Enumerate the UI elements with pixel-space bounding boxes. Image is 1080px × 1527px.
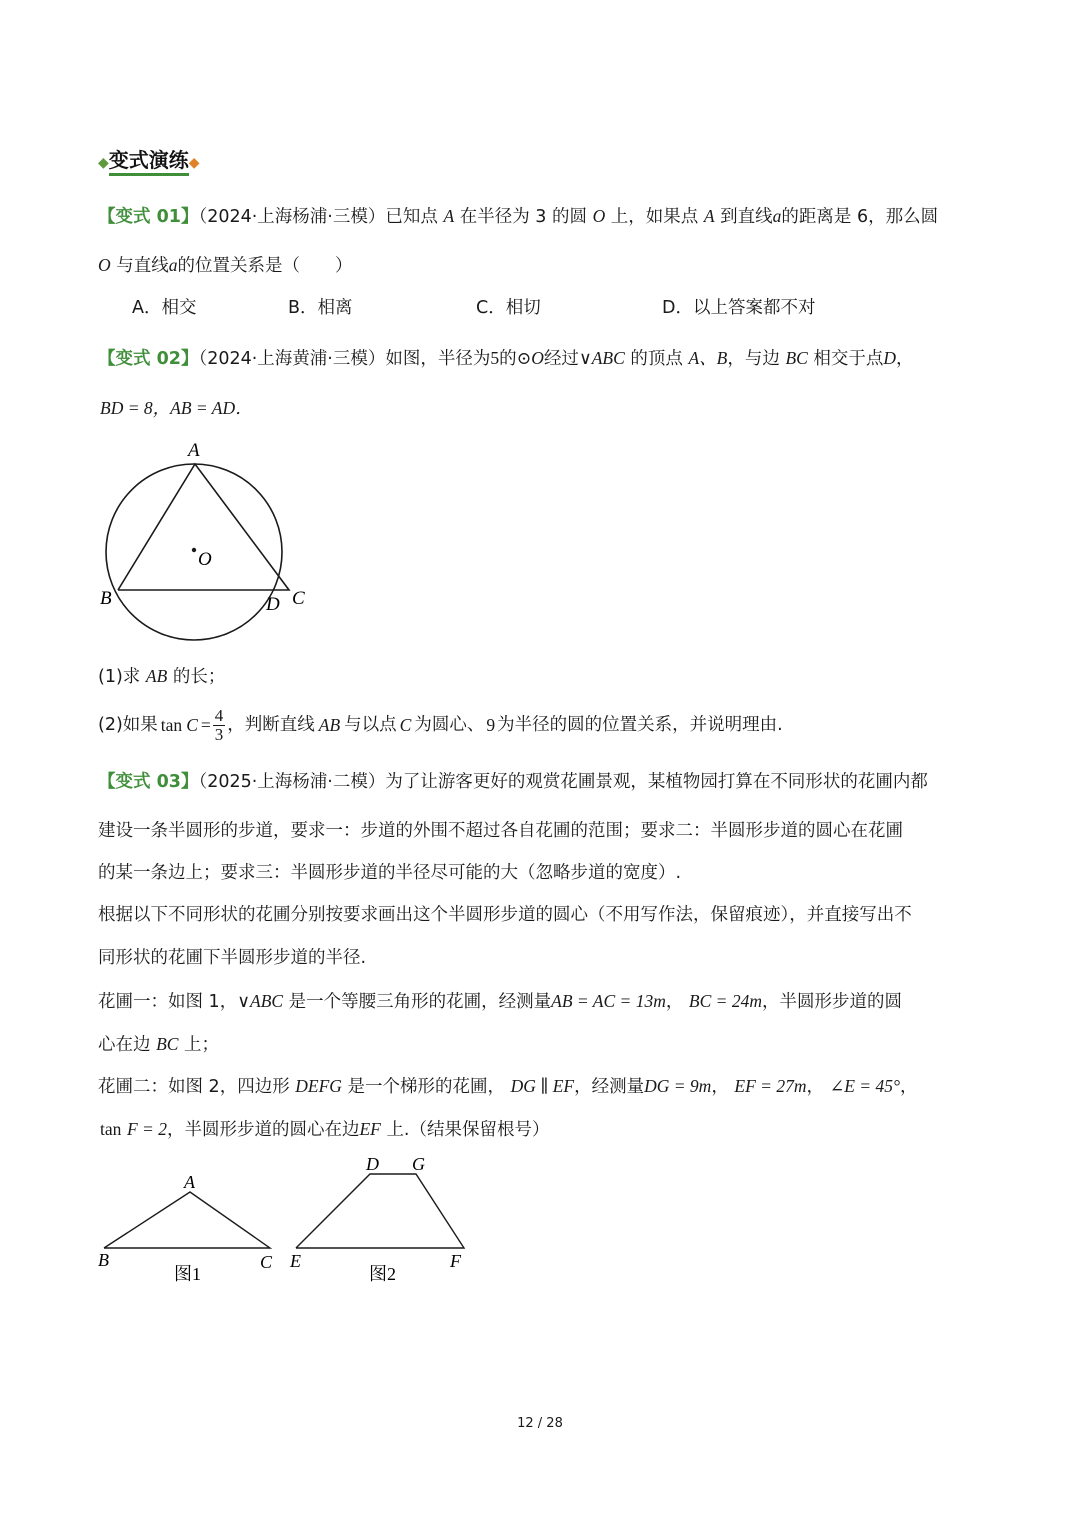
- quad-DEFG: DEFG: [295, 1076, 342, 1096]
- q3-text: 花圃二：如图 2，四边形: [98, 1077, 290, 1097]
- q3-text: ，经测量: [574, 1077, 645, 1097]
- q3-text: 上；: [184, 1035, 220, 1055]
- q2-text: 如图，半径为: [385, 349, 491, 369]
- figure2-trapezoid: [296, 1174, 464, 1248]
- measure-BC: BC = 24m: [688, 991, 762, 1011]
- segment-BC: BC: [156, 1034, 179, 1054]
- diamond-icon: ◆: [188, 155, 200, 171]
- line-a: a: [772, 206, 782, 226]
- q2-text: ，: [896, 349, 914, 369]
- triangle-ABC: ∨ABC: [578, 348, 625, 368]
- fig1-label-B: B: [98, 1250, 109, 1270]
- fig2-label-E: E: [290, 1251, 301, 1271]
- fig1-label-A: A: [184, 1172, 195, 1192]
- points-AB: A、B: [688, 348, 728, 368]
- q3-garden2-line1: [98, 1074, 917, 1099]
- q2-sub2: [98, 703, 783, 747]
- figure1-triangle: [104, 1192, 270, 1248]
- q3-text: ，: [899, 1077, 918, 1097]
- q2-sub2-text: (2)如果: [98, 715, 158, 735]
- q3-tag: 【变式 03】: [98, 772, 199, 792]
- q3-line4: 根据以下不同形状的花圃分别按要求画出这个半圆形步道的圆心（不用写作法，保留痕迹），并直接写出不: [98, 905, 912, 925]
- segment-BC: BC: [785, 348, 808, 368]
- radius-9: 9: [486, 715, 496, 735]
- q2-text: 的顶点: [630, 349, 683, 369]
- tan-symbol: tan: [100, 1119, 122, 1139]
- q1-option-c[interactable]: C．相切: [476, 298, 541, 318]
- tan-F-value: F = 2: [126, 1119, 167, 1139]
- q2-sub2-text: 为圆心、: [414, 715, 485, 735]
- point-A: A: [703, 206, 715, 226]
- point-O: O: [98, 255, 111, 275]
- q2-text: 的: [499, 349, 517, 369]
- q2-line2: BD = 8，AB = AD．: [100, 398, 253, 418]
- q3-text: ，: [665, 992, 684, 1012]
- q1-line1: [98, 204, 938, 229]
- q1-line2: [98, 253, 352, 278]
- page-number: 12 / 28: [517, 1416, 563, 1431]
- q2-sub1-text: (1)求: [98, 667, 141, 687]
- q1-text: 上，如果点: [610, 207, 699, 227]
- q3-source: （2025·上海杨浦·二模）: [198, 772, 386, 792]
- label-D: D: [266, 594, 280, 615]
- q2-source: （2024·上海黄浦·三模）: [198, 349, 386, 369]
- line-a: a: [168, 255, 178, 275]
- frac-denominator: 3: [214, 724, 224, 744]
- measure-AB-AC: AB = AC = 13m: [551, 991, 666, 1011]
- point-C: C: [399, 715, 412, 735]
- garden-figures: [94, 1150, 484, 1290]
- measure-EF: EF = 27m: [734, 1076, 807, 1096]
- q3-garden1-line2: [98, 1032, 219, 1057]
- q3-text: 是一个梯形的花圃，: [347, 1077, 506, 1097]
- q1-text: 的距离是 6，那么圆: [781, 207, 939, 227]
- q2-text: 经过: [543, 349, 579, 369]
- q2-text: ，与边: [727, 349, 780, 369]
- label-B: B: [100, 588, 112, 609]
- q1-option-a[interactable]: A．相交: [132, 298, 197, 318]
- fig1-caption: 图1: [174, 1264, 201, 1284]
- q1-option-d[interactable]: D．以上答案都不对: [662, 298, 816, 318]
- label-A: A: [188, 440, 200, 461]
- q3-text: 花圃一：如图 1，: [98, 992, 238, 1012]
- q3-text: ，半圆形步道的圆: [761, 992, 902, 1012]
- q1-tag: 【变式 01】: [98, 207, 199, 227]
- q2-sub1: [98, 664, 225, 689]
- fig2-caption: 图2: [369, 1264, 396, 1284]
- segment-AB: AB: [145, 666, 168, 686]
- section-heading: [98, 148, 200, 172]
- angle-C: C: [186, 715, 198, 735]
- q1-text: 到直线: [720, 207, 773, 227]
- frac-numerator: 4: [214, 705, 224, 725]
- q2-sub2-text: 与以点: [344, 715, 397, 735]
- triangle-ABC-shape: [118, 464, 289, 590]
- segment-AB: AB: [318, 715, 341, 735]
- q3-text: 是一个等腰三角形的花圃，经测量: [288, 992, 552, 1012]
- circle-triangle-figure: [96, 436, 316, 646]
- q2-sub2-text: ，判断直线: [227, 715, 315, 735]
- section-title: 变式演练: [109, 148, 189, 176]
- q1-text: 与直线: [116, 256, 169, 276]
- q3-text: 为了让游客更好的观赏花圃景观，某植物园打算在不同形状的花圃内都: [385, 772, 928, 792]
- q3-line1: [98, 770, 928, 794]
- label-C: C: [292, 588, 305, 609]
- fig2-label-G: G: [412, 1154, 425, 1174]
- q2-sub1-text: 的长；: [172, 667, 226, 687]
- segment-EF: EF: [359, 1119, 381, 1139]
- q3-garden2-line2: [100, 1117, 550, 1142]
- fig2-label-F: F: [450, 1251, 461, 1271]
- q1-source: （2024·上海杨浦·三模）: [198, 207, 386, 227]
- measure-DG: DG = 9m: [644, 1076, 712, 1096]
- q3-garden1-line1: [98, 989, 902, 1014]
- q3-text: ，: [806, 1077, 824, 1097]
- q1-text: 已知点: [385, 207, 438, 227]
- q3-text: ，: [711, 1077, 729, 1097]
- q2-sub2-text: 为半径的圆的位置关系，并说明理由.: [497, 715, 783, 735]
- center-dot: [192, 548, 196, 552]
- label-O: O: [198, 549, 212, 570]
- q3-text: ，半圆形步道的圆心在边: [166, 1120, 360, 1140]
- circle-O: ⊙O: [516, 348, 544, 368]
- q3-line5: 同形状的花圃下半圆形步道的半径.: [98, 948, 367, 968]
- tan-symbol: tan: [160, 715, 183, 735]
- q2-radius: 5: [490, 348, 500, 368]
- point-O: O: [592, 206, 606, 226]
- point-D: D: [883, 348, 897, 368]
- q3-line2: 建设一条半圆形的步道，要求一：步道的外围不超过各自花圃的范围；要求二：半圆形步道的圆心在花圃: [98, 821, 903, 841]
- equals-sign: =: [200, 715, 211, 735]
- fraction-4-3: [213, 707, 226, 744]
- q2-line1: [98, 346, 914, 371]
- q1-option-b[interactable]: B．相离: [288, 298, 353, 318]
- q1-text: 在半径为 3 的圆: [459, 207, 587, 227]
- q3-text: 心在边: [98, 1035, 151, 1055]
- fig1-label-C: C: [260, 1252, 273, 1272]
- point-A: A: [443, 206, 455, 226]
- angle-E: ∠E = 45°: [829, 1076, 900, 1096]
- fig2-label-D: D: [366, 1154, 379, 1174]
- diamond-icon: ◆: [98, 155, 109, 171]
- q2-tag: 【变式 02】: [98, 349, 199, 369]
- q1-text: 的位置关系是（ ）: [177, 256, 353, 276]
- q3-text: 上.（结果保留根号）: [386, 1120, 550, 1140]
- parallel-DG-EF: DG ∥ EF: [510, 1076, 575, 1096]
- q3-line3: 的某一条边上；要求三：半圆形步道的半径尽可能的大（忽略步道的宽度）.: [98, 863, 682, 883]
- q2-text: 相交于点: [813, 349, 884, 369]
- triangle-ABC: ∨ABC: [237, 991, 284, 1011]
